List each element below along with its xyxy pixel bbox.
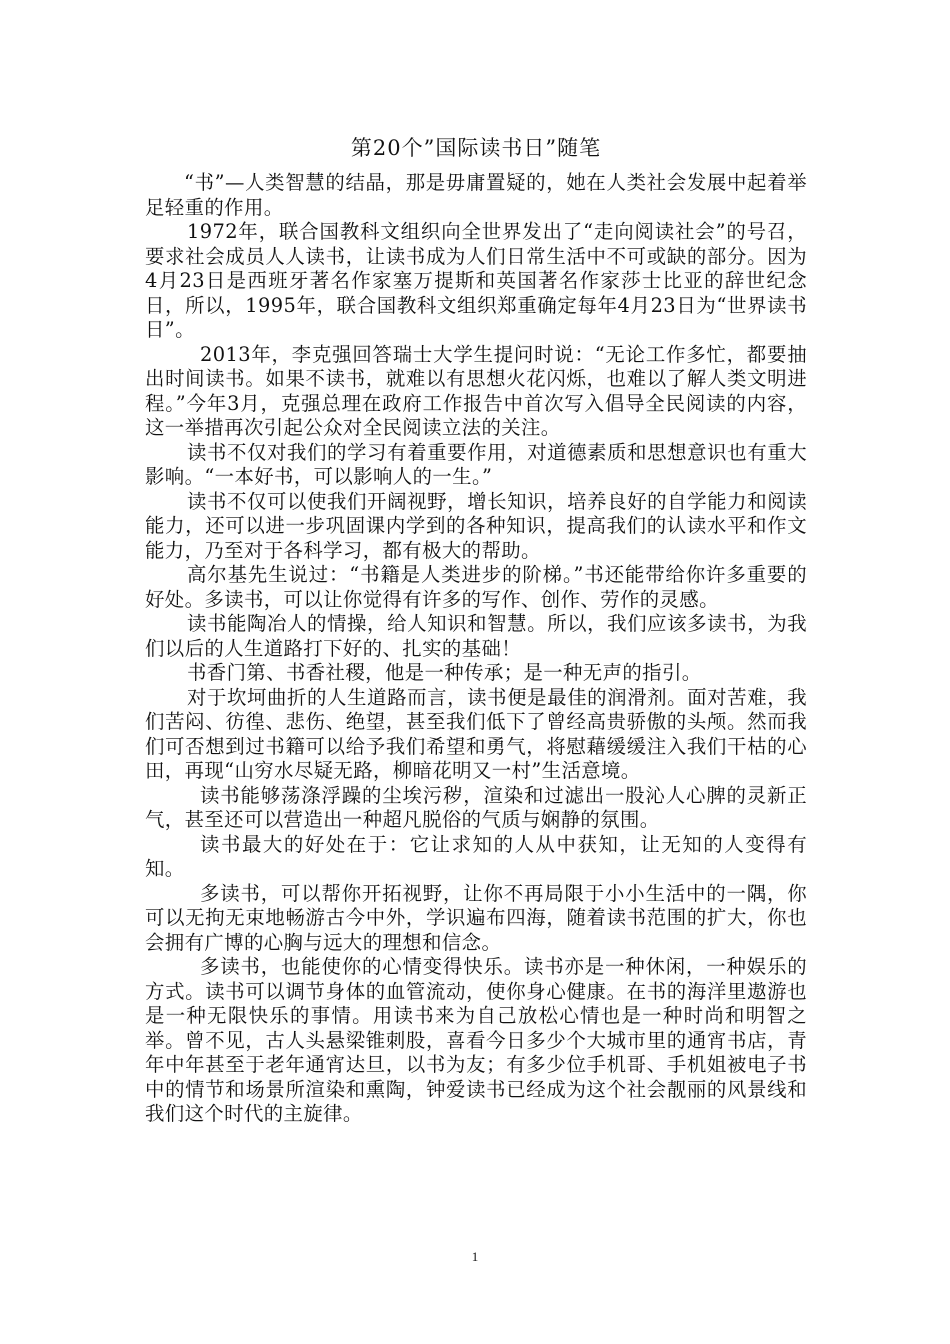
paragraph: 高尔基先生说过：“书籍是人类进步的阶梯。”书还能带给你许多重要的好处。多读书，可以让你觉得有许多的写作、创作、劳作的灵感。 — [145, 563, 807, 611]
paragraph: 读书能陶冶人的情操，给人知识和智慧。所以，我们应该多读书，为我们以后的人生道路打下好的、扎实的基础！ — [145, 612, 807, 660]
paragraph: 书香门第、书香社稷，他是一种传承；是一种无声的指引。 — [187, 661, 702, 684]
paragraph: 多读书，可以帮你开拓视野，让你不再局限于小小生活中的一隅，你可以无拘无束地畅游古今中外，学识遍布四海，随着读书范围的扩大，你也会拥有广博的心胸与远大的理想和信念。 — [145, 881, 807, 954]
paragraph: “书”—人类智慧的结晶，那是毋庸置疑的，她在人类社会发展中起着举足轻重的作用。 — [145, 171, 807, 219]
paragraph: 读书能够荡涤浮躁的尘埃污秽，渲染和过滤出一股沁人心脾的灵新正气，甚至还可以营造出一种超凡脱俗的气质与娴静的氛围。 — [145, 783, 807, 831]
page-number: 1 — [471, 1249, 479, 1264]
document-title: 第20个”国际读书日”随笔 — [350, 136, 602, 160]
paragraph: 2013年，李克强回答瑞士大学生提问时说：“无论工作多忙，都要抽出时间读书。如果不读书，就难以有思想火花闪烁，也难以了解人类文明进程。”今年3月，克强总理在政府工作报告中首次写入倡导全民阅读的内容，这一举措再次引起公众对全民阅读立法的关注。 — [145, 342, 807, 439]
paragraph: 1972年，联合国教科文组织向全世界发出了“走向阅读社会”的号召，要求社会成员人人读书，让读书成为人们日常生活中不可或缺的部分。因为4月23日是西班牙著名作家塞万提斯和英国著名作家莎士比亚的辞世纪念日，所以，1995年，联合国教科文组织郑重确定每年4月23日为“世界读书日”。 — [145, 220, 807, 341]
paragraph: 读书不仅对我们的学习有着重要作用，对道德素质和思想意识也有重大影响。“一本好书，可以影响人的一生。” — [145, 440, 807, 488]
paragraph: 读书最大的好处在于：它让求知的人从中获知，让无知的人变得有知。 — [145, 832, 807, 880]
paragraph: 多读书，也能使你的心情变得快乐。读书亦是一种休闲，一种娱乐的方式。读书可以调节身体的血管流动，使你身心健康。在书的海洋里遨游也是一种无限快乐的事情。用读书来为自己放松心情也是一种时尚和明智之举。曾不见，古人头悬梁锥刺股，喜看今日多少个大城市里的通宵书店，青年中年甚至于老年通宵达旦，以书为友；有多少位手机哥、手机姐被电子书中的情节和场景所渲染和熏陶，钟爱读书已经成为这个社会靓丽的风景线和我们这个时代的主旋律。 — [145, 955, 807, 1125]
document-body — [145, 133, 807, 1127]
paragraph: 对于坎坷曲折的人生道路而言，读书便是最佳的润滑剂。面对苦难，我们苦闷、彷徨、悲伤、绝望，甚至我们低下了曾经高贵骄傲的头颅。然而我们可否想到过书籍可以给予我们希望和勇气，将慰藉缓缓注入我们干枯的心田，再现“山穷水尽疑无路，柳暗花明又一村”生活意境。 — [145, 685, 807, 782]
paragraph: 读书不仅可以使我们开阔视野，增长知识，培养良好的自学能力和阅读能力，还可以进一步巩固课内学到的各种知识，提高我们的认读水平和作文能力，乃至对于各科学习，都有极大的帮助。 — [145, 489, 807, 562]
